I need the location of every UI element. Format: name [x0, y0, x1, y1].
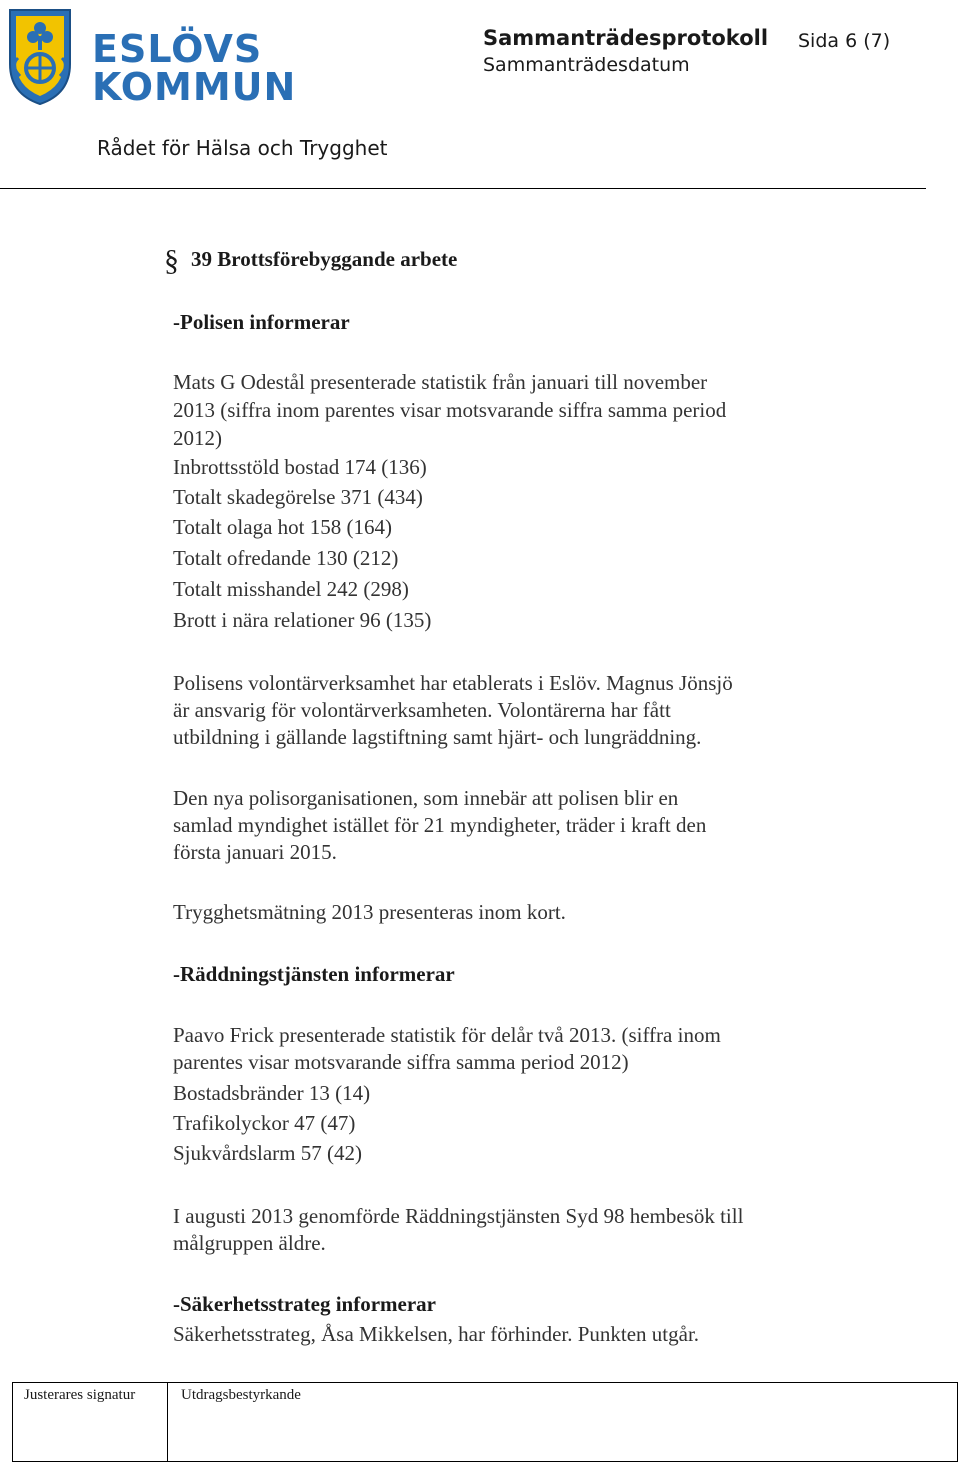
rescue-intro-line: parentes visar motsvarande siffra samma period 2012)	[173, 1050, 629, 1074]
org-name-line2: KOMMUN	[92, 65, 297, 109]
police-intro-line: Mats G Odestål presenterade statistik från januari till november	[173, 370, 708, 394]
reorganisation-text-line: första januari 2015.	[173, 840, 337, 864]
rescue-stat-item: Trafikolyckor 47 (47)	[173, 1111, 356, 1135]
police-stat-item: Totalt olaga hot 158 (164)	[173, 515, 392, 539]
footer-divider	[167, 1382, 168, 1462]
rescue-stat-item: Bostadsbränder 13 (14)	[173, 1081, 371, 1105]
board-name: Rådet för Hälsa och Trygghet	[97, 136, 388, 160]
police-stat-item: Inbrottsstöld bostad 174 (136)	[173, 455, 427, 479]
home-visits-text-line: målgruppen äldre.	[173, 1231, 326, 1255]
signature-label: Justerares signatur	[24, 1387, 136, 1403]
police-intro-line: 2013 (siffra inom parentes visar motsvarande siffra samma period	[173, 398, 727, 422]
page-number: Sida 6 (7)	[798, 30, 891, 52]
police-stat-item: Totalt ofredande 130 (212)	[173, 546, 399, 570]
meeting-date-label: Sammanträdesdatum	[483, 54, 690, 76]
police-stat-item: Totalt skadegörelse 371 (434)	[173, 485, 423, 509]
police-stat-item: Brott i nära relationer 96 (135)	[173, 608, 432, 632]
volunteer-text-line: Polisens volontärverksamhet har etablerats i Eslöv. Magnus Jönsjö	[173, 671, 733, 695]
document-type: Sammanträdesprotokoll	[483, 26, 769, 50]
reorganisation-text-line: samlad myndighet istället för 21 myndigheter, träder i kraft den	[173, 813, 707, 837]
security-heading: -Säkerhetsstrateg informerar	[173, 1292, 436, 1316]
rescue-intro-line: Paavo Frick presenterade statistik för delår två 2013. (siffra inom	[173, 1023, 721, 1047]
org-name-line1: ESLÖVS	[92, 27, 263, 71]
rescue-heading: -Räddningstjänsten informerar	[173, 962, 455, 986]
police-stat-item: Totalt misshandel 242 (298)	[173, 577, 409, 601]
volunteer-text-line: utbildning i gällande lagstiftning samt hjärt- och lungräddning.	[173, 725, 702, 749]
police-intro-line: 2012)	[173, 426, 222, 450]
paragraph-symbol: §	[164, 244, 179, 277]
safety-survey-text: Trygghetsmätning 2013 presenteras inom kort.	[173, 900, 566, 924]
header-divider	[0, 188, 926, 189]
excerpt-label: Utdragsbestyrkande	[181, 1387, 301, 1403]
section-title: 39 Brottsförebyggande arbete	[191, 247, 458, 271]
police-heading: -Polisen informerar	[173, 310, 350, 334]
security-text: Säkerhetsstrateg, Åsa Mikkelsen, har förhinder. Punkten utgår.	[173, 1322, 700, 1346]
rescue-stat-item: Sjukvårdslarm 57 (42)	[173, 1141, 362, 1165]
home-visits-text-line: I augusti 2013 genomförde Räddningstjänsten Syd 98 hembesök till	[173, 1204, 744, 1228]
volunteer-text-line: är ansvarig för volontärverksamheten. Volontärerna har fått	[173, 698, 671, 722]
reorganisation-text-line: Den nya polisorganisationen, som innebär att polisen blir en	[173, 786, 679, 810]
eslov-crest-logo	[6, 6, 74, 106]
signature-footer	[12, 1382, 958, 1462]
